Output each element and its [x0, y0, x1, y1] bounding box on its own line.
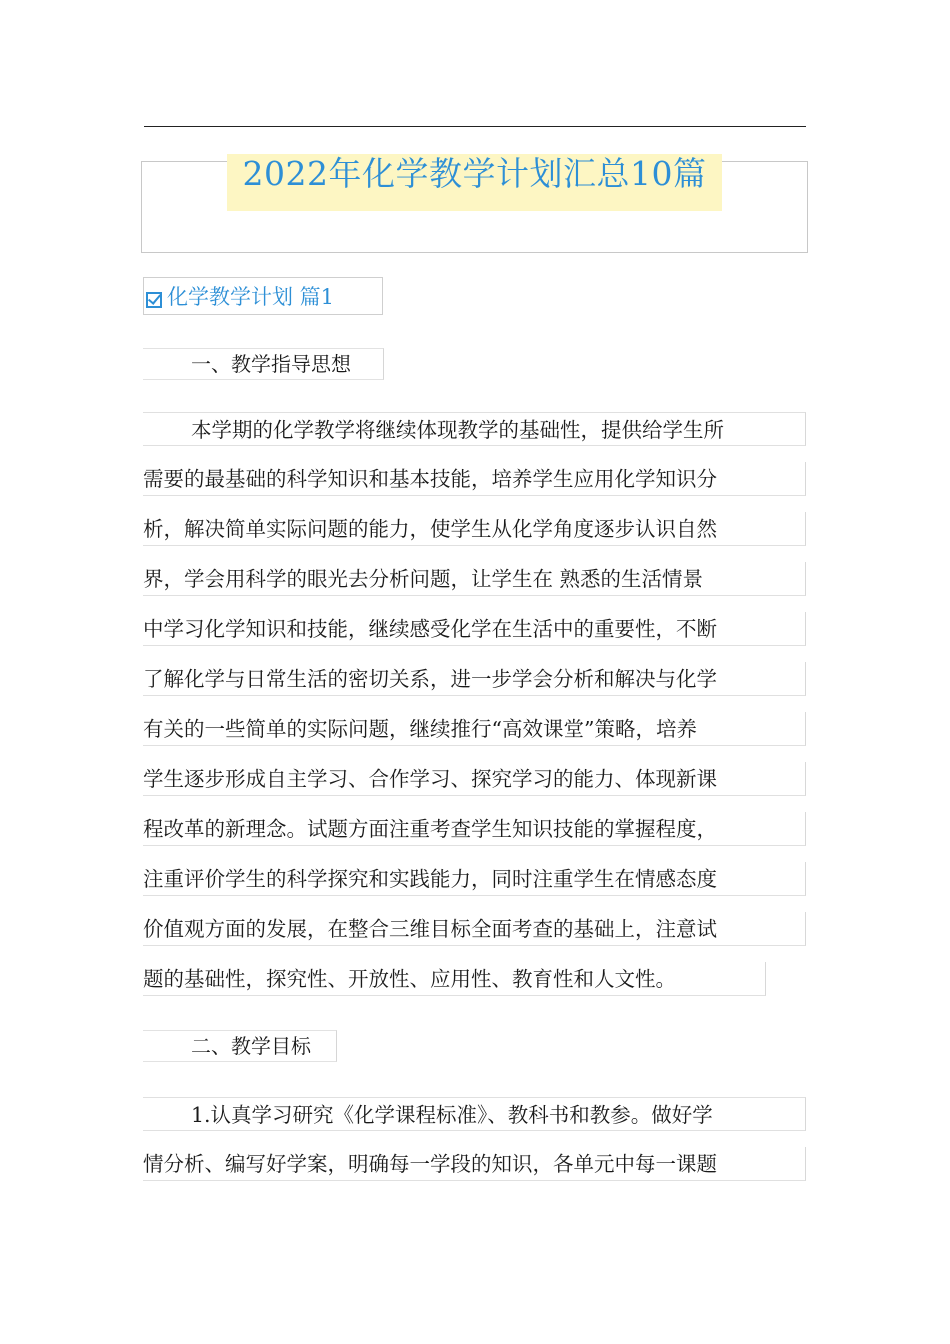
top-rule	[144, 126, 806, 127]
para-line: 有关的一些简单的实际问题，继续推行“高效课堂”策略，培养	[143, 712, 806, 746]
section-heading	[143, 277, 383, 315]
section-heading-text: 化学教学计划 篇1	[167, 285, 335, 309]
heading-2-text: 二、教学目标	[191, 1034, 311, 1058]
para-line: 需要的最基础的科学知识和基本技能，培养学生应用化学知识分	[143, 462, 806, 496]
para-line: 了解化学与日常生活的密切关系，进一步学会分析和解决与化学	[143, 662, 806, 696]
para-line: 程改革的新理念。试题方面注重考查学生知识技能的掌握程度，	[143, 812, 806, 846]
para-line: 1.认真学习研究《化学课程标准》、教科书和教参。做好学	[143, 1097, 806, 1131]
para-line: 情分析、编写好学案，明确每一学段的知识，各单元中每一课题	[143, 1147, 806, 1181]
para-line: 注重评价学生的科学探究和实践能力，同时注重学生在情感态度	[143, 862, 806, 896]
para-line: 学生逐步形成自主学习、合作学习、探究学习的能力、体现新课	[143, 762, 806, 796]
para-line: 本学期的化学教学将继续体现教学的基础性，提供给学生所	[143, 412, 806, 446]
para-line: 界，学会用科学的眼光去分析问题，让学生在 熟悉的生活情景	[143, 562, 806, 596]
heading-teaching-goals	[143, 1030, 337, 1062]
para-line: 题的基础性，探究性、开放性、应用性、教育性和人文性。	[143, 962, 766, 996]
checkbox-icon	[146, 292, 162, 308]
para-line: 价值观方面的发展，在整合三维目标全面考查的基础上，注意试	[143, 912, 806, 946]
para-line: 中学习化学知识和技能，继续感受化学在生活中的重要性，不断	[143, 612, 806, 646]
heading-1-text: 一、教学指导思想	[191, 352, 351, 376]
document-title: 2022年化学教学计划汇总10篇	[242, 154, 707, 193]
para-line: 析，解决简单实际问题的能力，使学生从化学角度逐步认识自然	[143, 512, 806, 546]
heading-guiding-ideology	[143, 348, 384, 380]
